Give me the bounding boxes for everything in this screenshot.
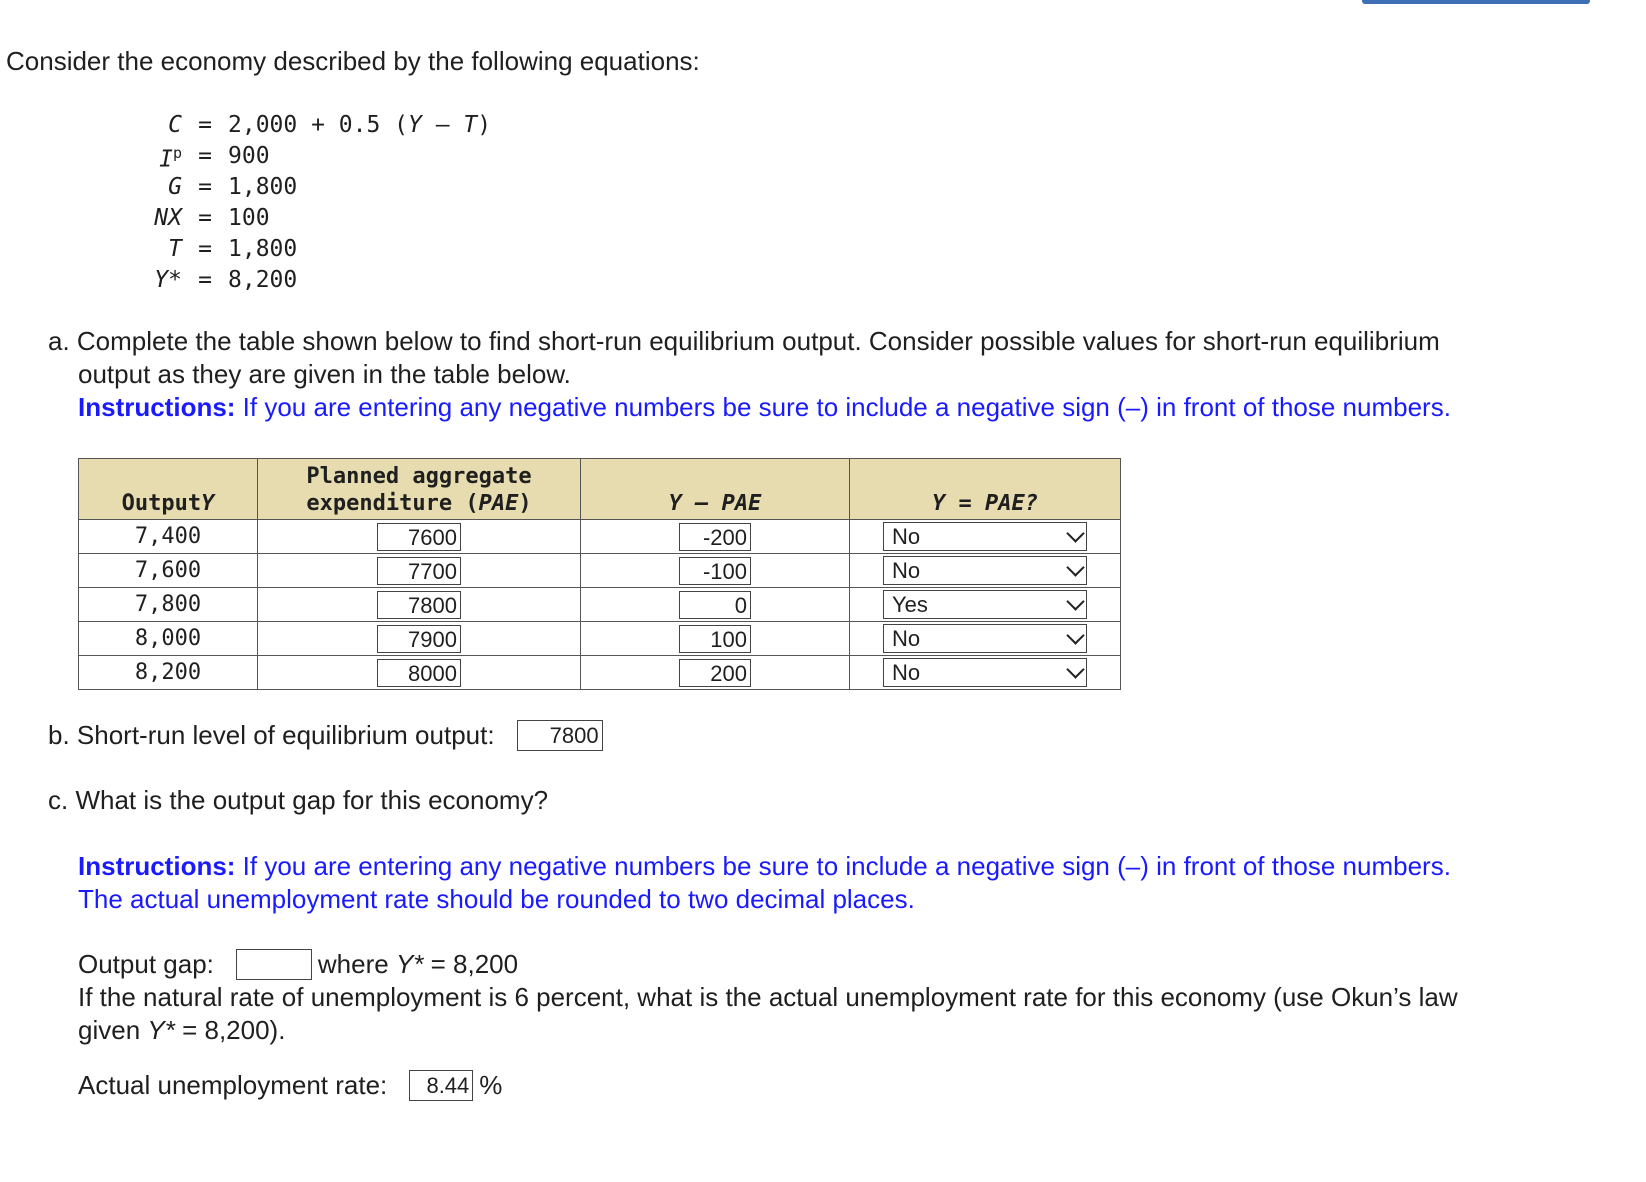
unemployment-label: Actual unemployment rate: xyxy=(78,1070,388,1100)
eq-value-g: 1,800 xyxy=(228,174,298,200)
equation-government xyxy=(150,172,491,203)
select-value: No xyxy=(892,659,921,685)
eq-equals: = xyxy=(198,112,212,138)
eq-cell xyxy=(850,520,1121,554)
eq-equals: = xyxy=(198,143,212,169)
eq-value-ip: 900 xyxy=(228,143,270,169)
chevron-down-icon xyxy=(1066,525,1084,543)
diff-cell xyxy=(581,656,850,690)
output-cell: 7,400 xyxy=(79,520,258,554)
top-accent-bar xyxy=(1362,0,1590,4)
chevron-down-icon xyxy=(1066,627,1084,645)
equilibrium-output-input[interactable]: 7800 xyxy=(517,720,603,751)
eq-var-nx: NX xyxy=(154,205,182,231)
part-a-line2: output as they are given in the table below. xyxy=(78,359,571,389)
part-a-line1: a. Complete the table shown below to find short-run equilibrium output. Consider possible values for short-run equilibrium xyxy=(48,326,1440,356)
equation-investment xyxy=(150,141,491,172)
pae-input[interactable]: 7700 xyxy=(377,557,461,585)
diff-input[interactable]: -200 xyxy=(679,523,751,551)
table-row xyxy=(79,656,1121,690)
part-a-question xyxy=(48,325,1638,424)
chevron-down-icon xyxy=(1066,661,1084,679)
equilibrium-select[interactable] xyxy=(883,590,1087,619)
header-output: OutputY xyxy=(79,459,258,520)
eq-cell xyxy=(850,622,1121,656)
header-y-equals-pae: Y = PAE? xyxy=(850,459,1121,520)
table-row xyxy=(79,622,1121,656)
eq-cell xyxy=(850,554,1121,588)
eq-var-g: G xyxy=(168,174,182,200)
eq-cell xyxy=(850,588,1121,622)
output-gap-input[interactable] xyxy=(236,949,312,980)
eq-equals: = xyxy=(198,205,212,231)
pae-cell xyxy=(258,588,581,622)
equation-potential-output xyxy=(150,265,491,296)
diff-input[interactable]: 100 xyxy=(679,625,751,653)
select-value: No xyxy=(892,523,921,549)
equilibrium-select[interactable] xyxy=(883,658,1087,687)
output-cell: 8,200 xyxy=(79,656,258,690)
eq-var-c: C xyxy=(168,112,182,138)
equilibrium-select[interactable] xyxy=(883,556,1087,585)
intro-text: Consider the economy described by the following equations: xyxy=(6,46,700,76)
equilibrium-table xyxy=(78,458,1121,690)
pae-cell xyxy=(258,656,581,690)
equation-consumption xyxy=(150,110,491,141)
chevron-down-icon xyxy=(1066,559,1084,577)
pae-input[interactable]: 7600 xyxy=(377,523,461,551)
diff-input[interactable]: 200 xyxy=(679,659,751,687)
equilibrium-select[interactable] xyxy=(883,522,1087,551)
part-a-instructions: Instructions: If you are entering any negative numbers be sure to include a negative sign (–) in front of those numbers. xyxy=(78,392,1451,422)
eq-value-c: 2,000 + 0.5 (Y – T) xyxy=(228,112,492,138)
okun-question-line2: given Y* = 8,200). xyxy=(78,1015,286,1045)
part-c-question: c. What is the output gap for this economy? xyxy=(48,785,549,815)
percent-unit: % xyxy=(479,1070,503,1100)
eq-equals: = xyxy=(198,267,212,293)
pae-cell xyxy=(258,520,581,554)
diff-cell xyxy=(581,520,850,554)
pae-input[interactable]: 8000 xyxy=(377,659,461,687)
eq-var-t: T xyxy=(168,236,182,262)
eq-var-ip: $I^p$ xyxy=(159,143,182,173)
pae-cell xyxy=(258,622,581,656)
eq-cell xyxy=(850,656,1121,690)
table-row xyxy=(79,554,1121,588)
output-cell: 7,600 xyxy=(79,554,258,588)
table-row xyxy=(79,520,1121,554)
eq-equals: = xyxy=(198,236,212,262)
diff-cell xyxy=(581,554,850,588)
part-c-instructions: Instructions: If you are entering any negative numbers be sure to include a negative sign (–) in front of those numbers. The actual unemployment rate should be rounded to two decimal places. xyxy=(78,851,1451,914)
unemployment-input[interactable]: 8.44 xyxy=(409,1070,473,1101)
output-gap-label: Output gap: xyxy=(78,949,214,979)
pae-input[interactable]: 7800 xyxy=(377,591,461,619)
equation-taxes xyxy=(150,234,491,265)
diff-input[interactable]: -100 xyxy=(679,557,751,585)
diff-cell xyxy=(581,622,850,656)
output-cell: 7,800 xyxy=(79,588,258,622)
eq-var-ystar: Y* xyxy=(154,267,182,293)
diff-cell xyxy=(581,588,850,622)
equations-block xyxy=(150,110,491,296)
output-gap-section xyxy=(78,948,1638,1047)
select-value: No xyxy=(892,625,921,651)
equation-net-exports xyxy=(150,203,491,234)
equilibrium-select[interactable] xyxy=(883,624,1087,653)
okun-question-line1: If the natural rate of unemployment is 6 percent, what is the actual unemployment rate for this economy (use Okun’s law xyxy=(78,982,1458,1012)
pae-cell xyxy=(258,554,581,588)
table-header-row xyxy=(79,459,1121,520)
pae-input[interactable]: 7900 xyxy=(377,625,461,653)
select-value: No xyxy=(892,557,921,583)
chevron-down-icon xyxy=(1066,593,1084,611)
header-pae: Planned aggregate expenditure (PAE) xyxy=(258,459,581,520)
output-gap-where: where Y* = 8,200 xyxy=(317,949,519,979)
table-row xyxy=(79,588,1121,622)
eq-equals: = xyxy=(198,174,212,200)
output-cell: 8,000 xyxy=(79,622,258,656)
select-value: Yes xyxy=(892,591,928,617)
eq-value-ystar: 8,200 xyxy=(228,267,298,293)
eq-value-t: 1,800 xyxy=(228,236,298,262)
unemployment-section xyxy=(78,1070,502,1101)
eq-value-nx: 100 xyxy=(228,205,270,231)
part-b-label: b. Short-run level of equilibrium output: xyxy=(48,720,495,750)
header-y-minus-pae: Y – PAE xyxy=(581,459,850,520)
part-b xyxy=(48,720,603,751)
output-gap-line xyxy=(78,948,1638,981)
diff-input[interactable]: 0 xyxy=(679,591,751,619)
